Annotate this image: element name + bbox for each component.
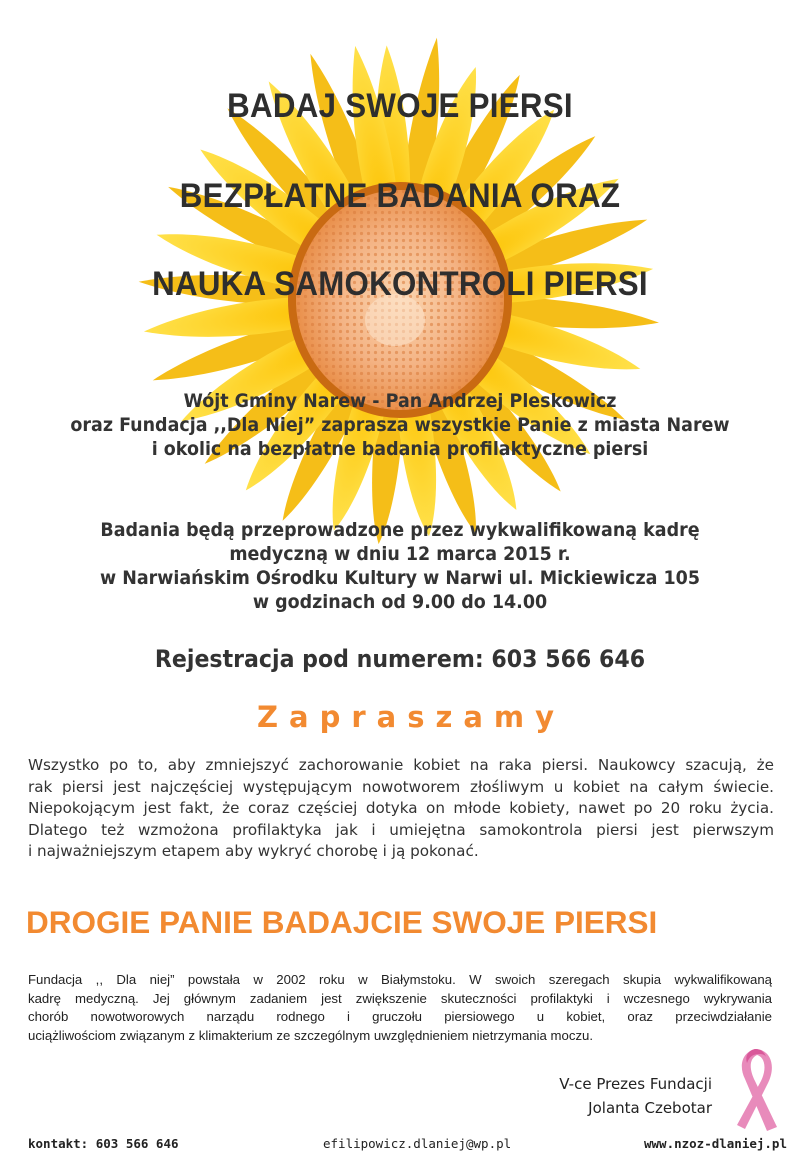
details-line-1: Badania będą przeprowadzone przez wykwalifikowaną kadrę <box>100 519 700 541</box>
invitation-line-3: i okolic na bezpłatne badania profilaktyczne piersi <box>151 438 649 460</box>
paragraph-line: Dlatego też wzmożona profilaktyka jak i umiejętna samokontrola piersi jest pierwszym <box>28 820 774 839</box>
paragraph-line: Niepokojącym jest fakt, że coraz częściej dotyka on młode kobiety, nawet po 20 roku życia. <box>28 799 774 817</box>
appeal-heading: DROGIE PANIE BADAJCIE SWOJE PIERSI <box>26 904 658 940</box>
website-link[interactable]: www.nzoz-dlaniej.pl <box>644 1136 787 1151</box>
foundation-line: uciążliwościom związanym z klimakterium ze szczególnym uwzględnieniem nietrzymania moczu. <box>28 1027 594 1043</box>
signature-name: Jolanta Czebotar <box>588 1099 712 1117</box>
headline-line-2: BEZPŁATNE BADANIA ORAZ <box>179 177 621 215</box>
invitation-line-2: oraz Fundacja ,,Dla Niej” zaprasza wszystkie Panie z miasta Narew <box>70 414 730 436</box>
registration-phone: Rejestracja pod numerem: 603 566 646 <box>154 645 646 673</box>
paragraph-line: rak piersi jest najczęściej występującym nowotworem złośliwym u kobiet na całym świecie. <box>28 777 774 796</box>
paragraph-line: Wszystko po to, aby zmniejszyć zachorowanie kobiet na raka piersi. Naukowcy szacują, że <box>28 756 774 774</box>
signature-block <box>559 1072 712 1120</box>
headline-line-1: BADAJ SWOJE PIERSI <box>227 87 573 125</box>
event-details-block <box>32 518 768 614</box>
foundation-line: kadrę medyczną. Jej głównym zadaniem jest zwiększenie skuteczności profilaktyki i wczesnego wykrywania <box>28 990 772 1006</box>
foundation-description <box>28 971 772 1045</box>
invitation-block <box>32 389 768 461</box>
contact-phone: kontakt: 603 566 646 <box>28 1136 179 1151</box>
headline-line-3: NAUKA SAMOKONTROLI PIERSI <box>152 265 648 303</box>
paragraph-line: i najważniejszym etapem aby wykryć chorobę i ją pokonać. <box>28 842 479 860</box>
details-line-4: w godzinach od 9.00 do 14.00 <box>252 591 548 613</box>
awareness-paragraph <box>28 755 774 863</box>
details-line-3: w Narwiańskim Ośrodku Kultury w Narwi ul. Mickiewicza 105 <box>99 567 701 589</box>
invite-word: Zapraszamy <box>256 700 566 734</box>
invitation-line-1: Wójt Gminy Narew - Pan Andrzej Pleskowicz <box>183 390 617 412</box>
signature-title: V-ce Prezes Fundacji <box>559 1075 712 1093</box>
pink-ribbon-icon <box>733 1045 783 1133</box>
contact-email[interactable]: efilipowicz.dlaniej@wp.pl <box>323 1136 512 1151</box>
foundation-line: Fundacja ,, Dla niej” powstała w 2002 roku w Białymstoku. W swoich szeregach skupia wykwalifikowaną <box>28 972 772 987</box>
details-line-2: medyczną w dniu 12 marca 2015 r. <box>229 543 571 565</box>
foundation-line: chorób nowotworowych narządu rodnego i gruczołu piersiowego u kobiet, oraz przeciwdziałanie <box>28 1009 772 1024</box>
